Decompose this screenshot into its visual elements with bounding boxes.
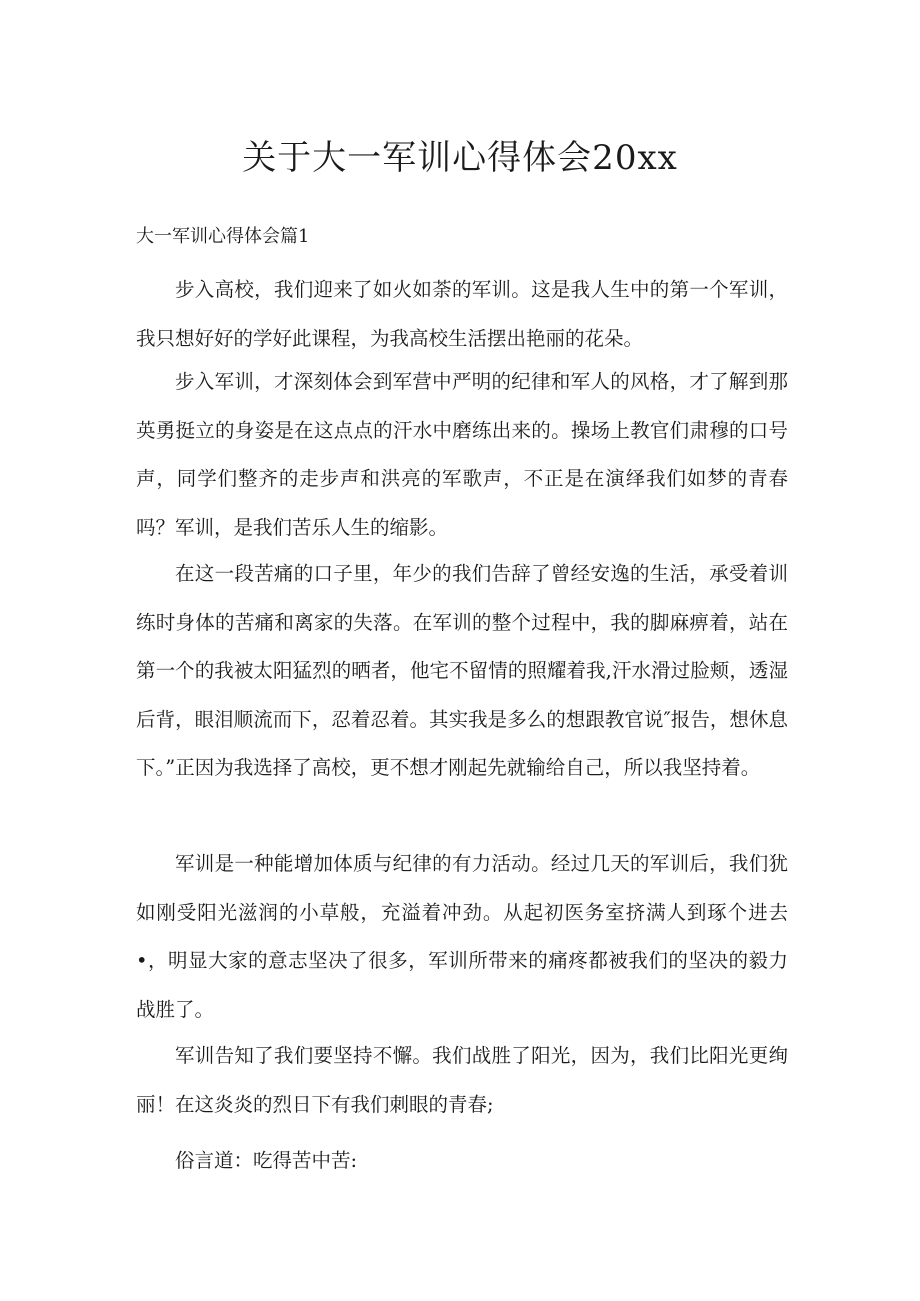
paragraph-6: 俗言道：吃得苦中苦: <box>175 1149 358 1172</box>
paragraph-1: 步入高校，我们迎来了如火如荼的军训。这是我人生中的第一个军训，我只想好好的学好此课程，为我高校生活摆出艳丽的花朵。 <box>136 278 788 350</box>
section-heading: 大一军训心得体会篇1 <box>136 226 310 247</box>
paragraph-2: 步入军训，才深刻体会到军营中严明的纪律和军人的风格，才了解到那英勇挺立的身姿是在这点点的汗水中磨练出来的。操场上教官们肃穆的口号声，同学们整齐的走步声和洪亮的军歌声，不正是在演绎我们如梦的青春吗？军训，是我们苦乐人生的缩影。 <box>136 370 788 539</box>
paragraph-3: 在这一段苦痛的口子里，年少的我们告辞了曾经安逸的生活，承受着训练时身体的苦痛和离家的失落。在军训的整个过程中，我的脚麻痹着，站在第一个的我被太阳猛烈的晒者，他宅不留情的照耀着我,汗水滑过脸颊，透湿后背，眼泪顺流而下，忍着忍着。其实我是多么的想跟教官说″报告，想休息下。”正因为我选择了高校，更不想才刚起先就输给自己，所以我坚持着。 <box>136 562 788 779</box>
document-title: 关于大一军训心得体会20xx <box>242 138 678 178</box>
paragraph-4: 军训是一种能增加体质与纪律的有力活动。经过几天的军训后，我们犹如刚受阳光滋润的小草般，充溢着冲劲。从起初医务室挤满人到琢个进去•，明显大家的意志坚决了很多，军训所带来的痛疼都被我们的坚决的毅力战胜了。 <box>136 852 788 1021</box>
paragraph-5: 军训告知了我们要坚持不懈。我们战胜了阳光，因为，我们比阳光更绚丽！在这炎炎的烈日下有我们刺眼的青春; <box>136 1044 788 1116</box>
